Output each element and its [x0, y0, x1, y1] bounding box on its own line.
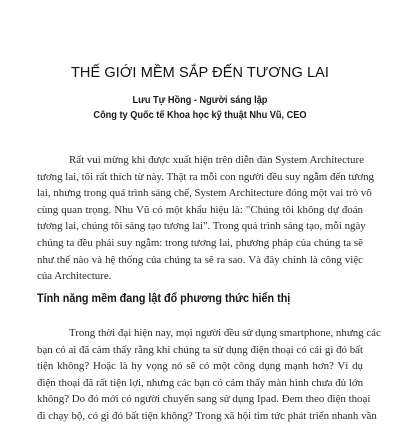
section-paragraph [37, 325, 381, 425]
section-line: đi chạy bộ, có gì đó bất tiện không? Trong xã hội tìm tức phát triển nhanh vần [37, 409, 377, 422]
intro-line: tương lai, chúng tôi sáng tạo tương lai". Trong quá trình sáng tạo, mỗi ngày [37, 220, 366, 233]
intro-line: tương lai, tôi rất thích từ này. Thật ra mỗi con người đều suy ngẫm đến tương [37, 170, 374, 183]
section-line: điện thoại đã rất tiện lợi, nhưng các bạn có cảm thấy màn hình chưa đủ lớn [37, 376, 364, 389]
section-heading: Tính năng mềm đang lật đổ phương thức hiển thị [37, 292, 291, 305]
company-line: Công ty Quốc tế Khoa học kỹ thuật Nhu Vũ, CEO [93, 110, 307, 121]
intro-line: của Architecture. [37, 270, 112, 283]
intro-line: Rất vui mừng khi được xuất hiện trên diễn đàn System Architecture [69, 154, 364, 166]
intro-line: cùng quan trọng. Nhu Vũ có một khẩu hiệu là: "Chúng tôi không dự đoán [37, 203, 363, 216]
section-line: bạn có ai đã cảm thấy rằng khi chúng ta sử dụng điện thoại có cái gì đó bất [37, 343, 363, 356]
author-line: Lưu Tự Hồng - Người sáng lập [132, 95, 268, 106]
intro-line: lai, nhưng trong quá trình sáng chế, System Architecture đóng một vai trò vô [37, 187, 372, 200]
section-line: không? Do đó mới có người chuyển sang sử dụng Ipad. Đem theo điện thoại [37, 393, 371, 406]
intro-paragraph [37, 152, 374, 285]
intro-line: như thế nào và hệ thống của chúng ta sẽ ra sao. Và đây chính là công việc [37, 253, 363, 266]
intro-line: chúng ta đều phải suy ngẫm: trong tương lai, phương pháp của chúng ta sẽ [37, 236, 363, 249]
section-line: tiện không? Hoặc là hy vọng nó sẽ có một công dụng mạnh hơn? Ví dụ [37, 360, 363, 373]
section-line: Trong thời đại hiện nay, mọi người đều sử dụng smartphone, nhưng các [69, 327, 381, 339]
page-title: THẾ GIỚI MỀM SẮP ĐẾN TƯƠNG LAI [70, 65, 330, 81]
